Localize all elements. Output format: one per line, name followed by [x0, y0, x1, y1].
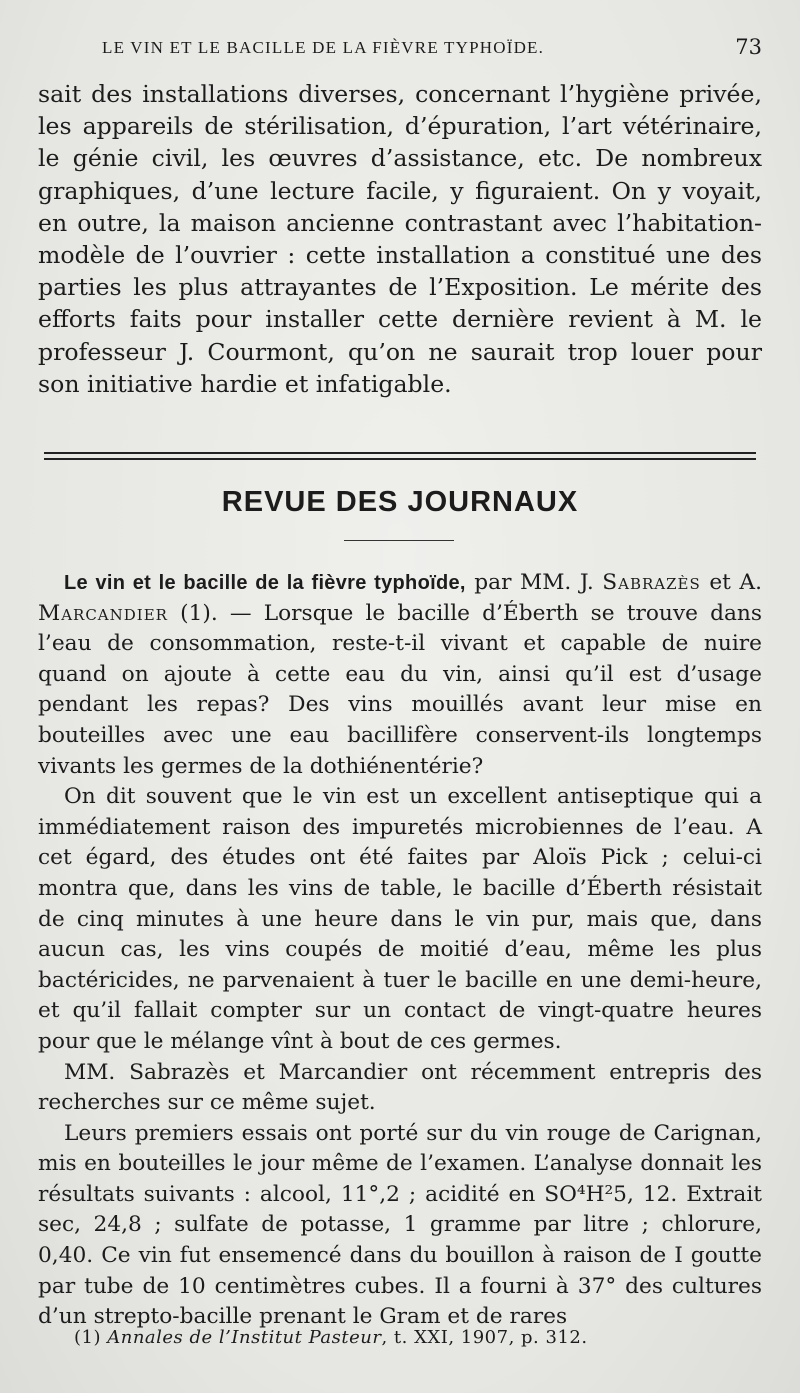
article-first-paragraph — [38, 568, 762, 782]
paragraph-sabrazes: MM. Sabrazès et Marcandier ont récemment entrepris des recherches sur ce même sujet. — [38, 1059, 762, 1116]
first-paragraph-text: — Lorsque le bacille d’Éberth se trouve dans l’eau de consommation, reste-t-il vivant et capable de nuire quand on ajoute à cette eau du vin, ainsi qu’il est d’usage pendant les repas? Des vins mouillés avant leur mise en bouteilles avec une eau bacillifère conservent-ils longtemps vivants les germes de la dothiénentérie? — [38, 600, 763, 779]
author-marcandier: Marcandier — [38, 600, 168, 626]
footnote-journal: Annales de l’Institut Pasteur — [107, 1327, 382, 1348]
article-title: Le vin et le bacille de la fièvre typhoïde, — [64, 572, 466, 594]
authors-and: et A. — [700, 570, 762, 595]
author-sabrazes: Sabrazès — [602, 570, 701, 595]
footnote-details: , t. XXI, 1907, p. 312. — [381, 1327, 588, 1348]
double-rule — [44, 452, 756, 460]
continuation-paragraph: sait des installations diverses, concernant l’hygiène privée, les appareils de stérilisation, d’épuration, l’art vétérinaire, le génie civil, les œuvres d’assistance, etc. De nombreux graphiques, d’une lecture facile, y figuraient. On y voyait, en outre, la maison ancienne contrastant avec l’habitation-modèle de l’ouvrier : cette installation a constitué une des parties les plus attrayantes de l’Exposition. Le mérite des efforts faits pour installer cette dernière revient à M. le professeur J. Courmont, qu’on ne saurait trop louer pour son initiative hardie et infatigable. — [38, 80, 762, 398]
rule-line — [44, 452, 756, 454]
paragraph-carignan: Leurs premiers essais ont porté sur du vin rouge de Carignan, mis en bouteilles le jour même de l’examen. L’analyse donnait les résultats suivants : alcool, 11°,2 ; acidité en SO⁴H²5, 12. Extrait sec, 24,8 ; sulfate de potasse, 1 gramme par litre ; chlorure, 0,40. Ce vin fut ensemencé dans du bouillon à raison de I goutte par tube de 10 centimètres cubes. Il a fourni à 37° des cultures d’un strepto-bacille prenant le Gram et de rares — [38, 1120, 762, 1330]
page-number: 73 — [735, 35, 762, 59]
footnote — [74, 1327, 588, 1348]
paragraph-pick: On dit souvent que le vin est un excellent antiseptique qui a immédiatement raison des impuretés microbiennes de l’eau. A cet égard, des études ont été faites par Aloïs Pick ; celui-ci montra que, dans les vins de table, le bacille d’Éberth résistait de cinq minutes à une heure dans le vin pur, mais que, dans aucun cas, les vins coupés de moitié d’eau, même les plus bactéricides, ne parvenaient à tuer le bacille en une demi-heure, et qu’il fallait compter sur un contact de vingt-quatre heures pour que le mélange vînt à bout de ces germes. — [38, 784, 762, 1054]
rule-line — [44, 458, 756, 460]
authors-prefix: par MM. J. — [465, 570, 603, 595]
running-head — [0, 30, 800, 66]
continuation-block — [38, 78, 762, 400]
running-title: LE VIN ET LE BACILLE DE LA FIÈVRE TYPHOÏDE. — [102, 38, 545, 57]
article-block — [38, 568, 762, 1333]
footnote-number: (1) — [74, 1327, 101, 1348]
section-underline — [344, 540, 454, 541]
footnote-reference: (1). — [167, 600, 218, 626]
section-title: REVUE DES JOURNAUX — [221, 486, 579, 518]
